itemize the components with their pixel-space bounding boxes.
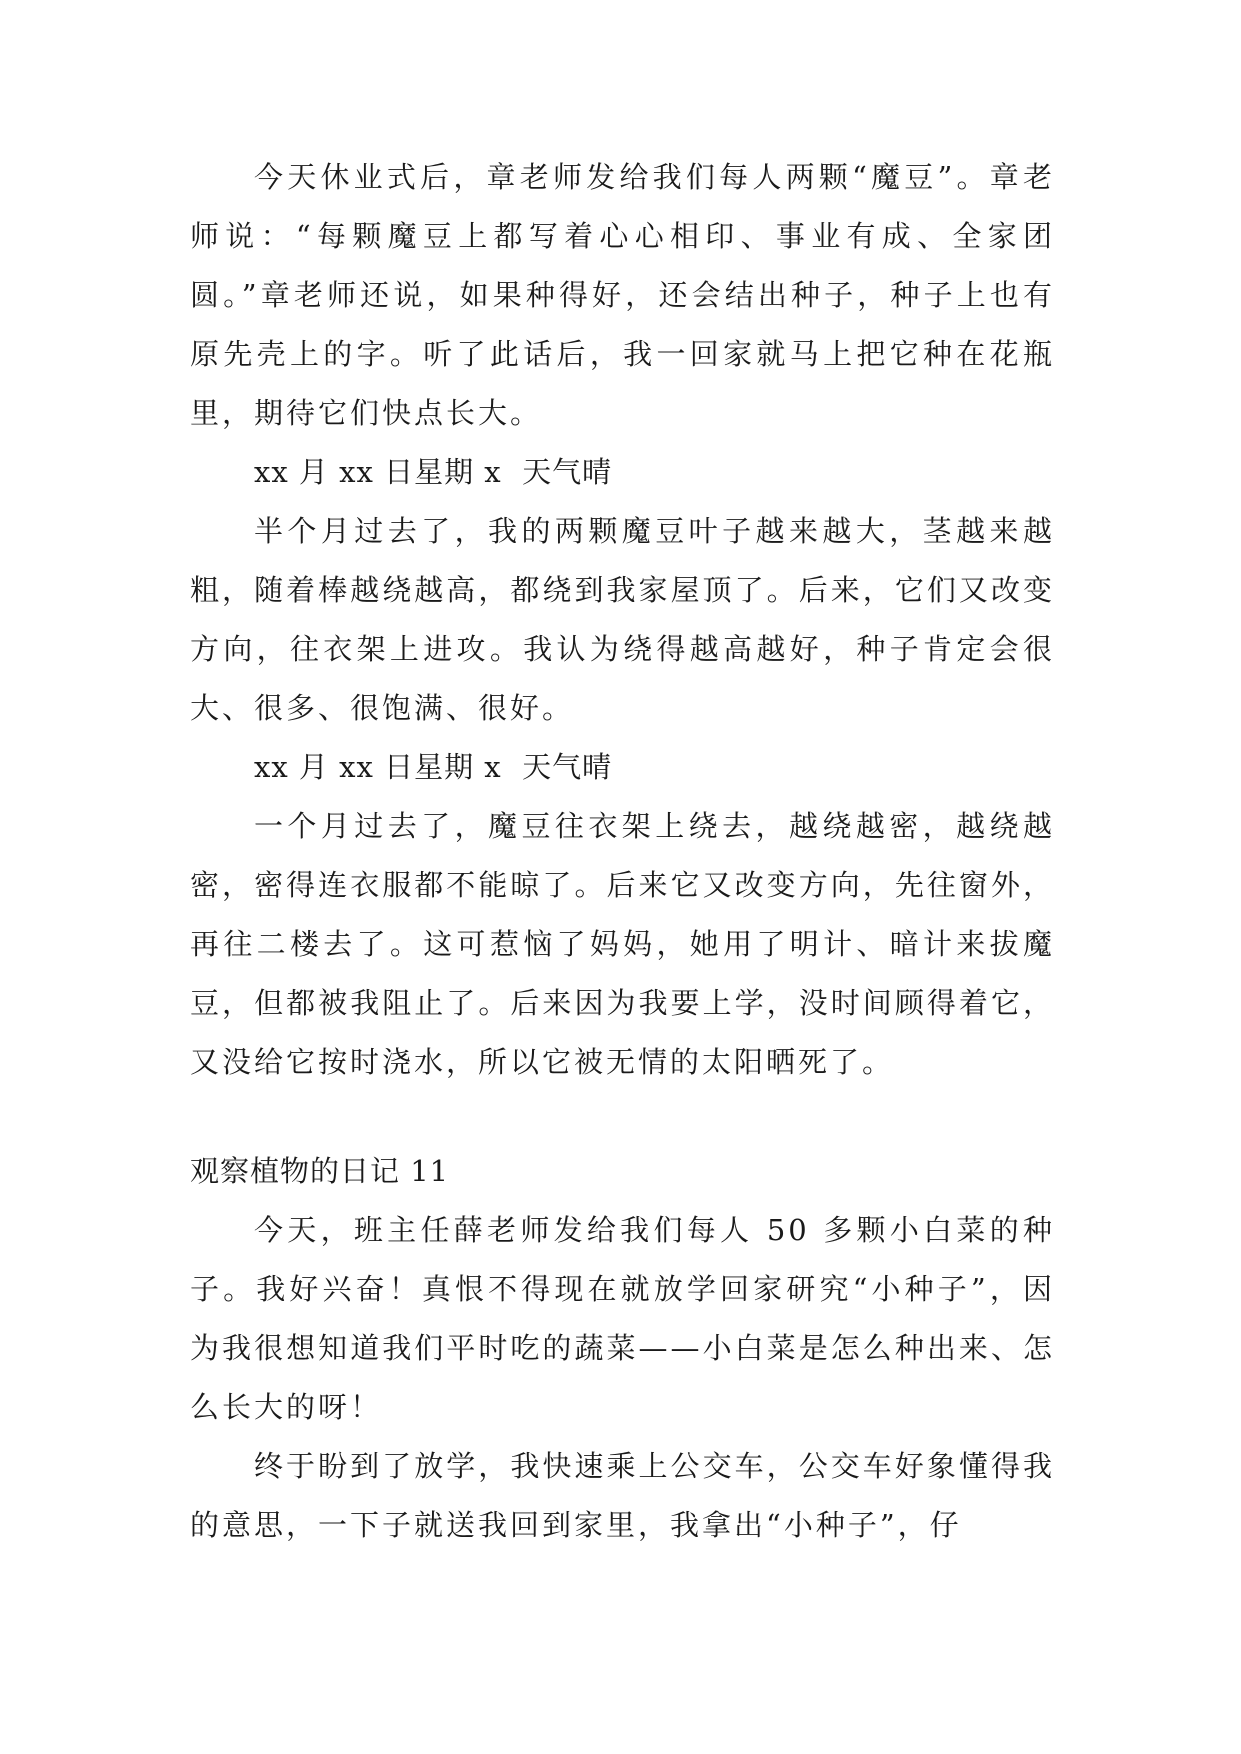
paragraph-magic-bean-gift: 今天休业式后，章老师发给我们每人两颗“魔豆”。章老师说：“每颗魔豆上都写着心心相印、事业有成、全家团圆。”章老师还说，如果种得好，还会结出种子，种子上也有原先壳上的字。听了此话后，我一回家就马上把它种在花瓶里，期待它们快点长大。: [190, 160, 1055, 430]
paragraph-half-month: 半个月过去了，我的两颗魔豆叶子越来越大，茎越来越粗，随着棒越绕越高，都绕到我家屋顶了。后来，它们又改变方向，往衣架上进攻。我认为绕得越高越好，种子肯定会很大、很多、很饱满、很好。: [190, 514, 1055, 725]
paragraph-one-month: 一个月过去了，魔豆往衣架上绕去，越绕越密，越绕越密，密得连衣服都不能晾了。后来它又改变方向，先往窗外，再往二楼去了。这可惹恼了妈妈，她用了明计、暗计来拔魔豆，但都被我阻止了。后来因为我要上学，没时间顾得着它，又没给它按时浇水，所以它被无情的太阳晒死了。: [190, 809, 1055, 1079]
document-body: [190, 148, 1055, 1555]
paragraph-after-school: 终于盼到了放学，我快速乘上公交车，公交车好象懂得我的意思，一下子就送我回到家里，我拿出“小种子”，仔: [190, 1449, 1055, 1542]
paragraph-cabbage-seeds: 今天，班主任薛老师发给我们每人 50 多颗小白菜的种子。我好兴奋！真恨不得现在就放学回家研究“小种子”，因为我很想知道我们平时吃的蔬菜——小白菜是怎么种出来、怎么长大的呀！: [190, 1213, 1055, 1424]
diary-date-line: xx 月 xx 日星期 x 天气晴: [254, 750, 613, 784]
section-title: 观察植物的日记 11: [190, 1154, 450, 1188]
diary-date-line: xx 月 xx 日星期 x 天气晴: [254, 455, 613, 489]
